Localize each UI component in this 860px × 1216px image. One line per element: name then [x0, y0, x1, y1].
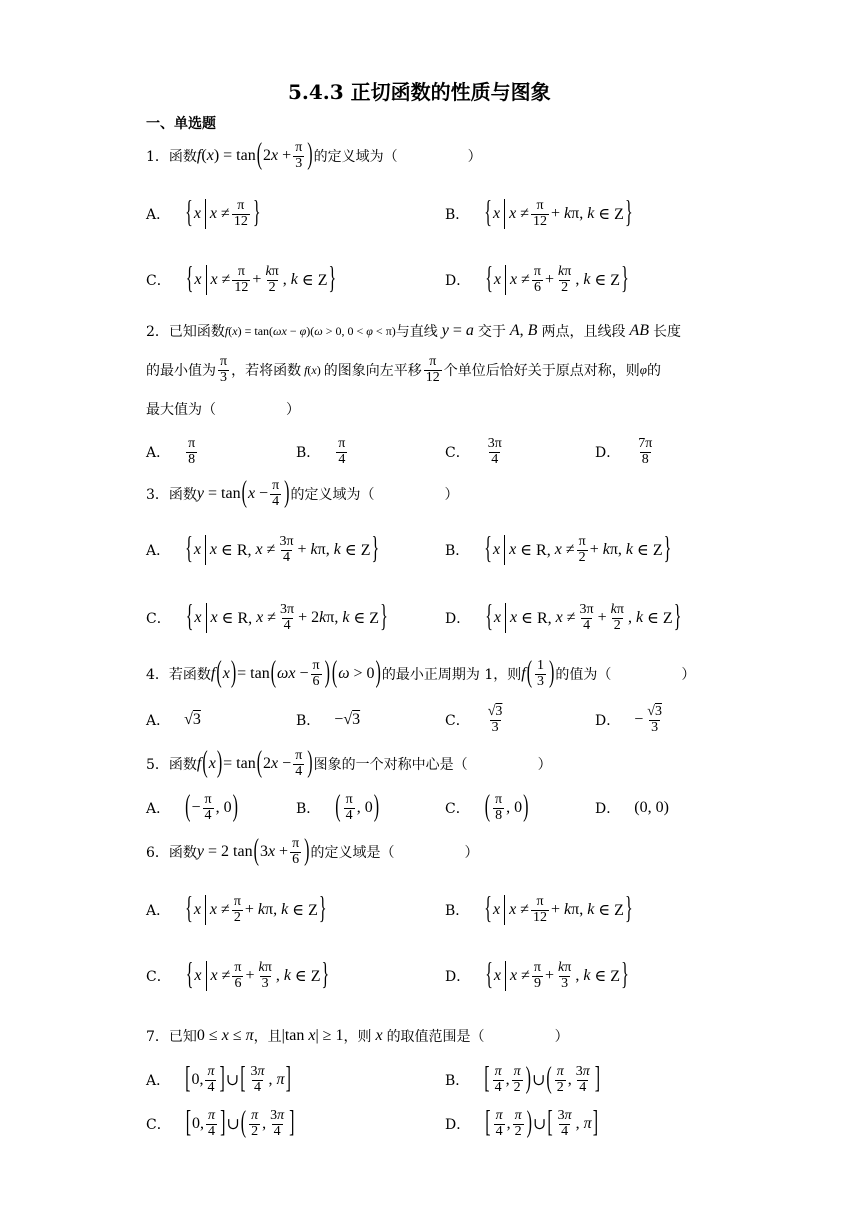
option-b[interactable]: B． $\frac{\pi}{4}$: [296, 435, 346, 467]
option-a[interactable]: A． [ 0, $\frac{\pi}{4}$ ] ∪ [ $\frac{3\pi}{4}$ , π ]: [146, 1062, 291, 1096]
question-number: 1．: [146, 149, 169, 165]
option-a[interactable]: A． √ 3: [146, 711, 201, 729]
option-c[interactable]: C． [ 0, $\frac{\pi}{4}$ ] ∪ ( $\frac{\pi}{2}$ , $\frac{3\pi}{4}$ ]: [146, 1106, 295, 1140]
section-heading: 一、单选题: [146, 116, 216, 132]
question-7: 7． 已知 0 ≤ x ≤ π ，且 |tan x | ≥ 1 ，则 x 的取值范围是（ ）: [146, 1027, 569, 1045]
option-d[interactable]: D． (0, 0): [595, 799, 669, 817]
question-4: 4． 若函数 f ( x ) = tan ( ωx − $\frac{\pi}{6}$ ) ( ω > 0 ) 的最小正周期为 1，则 f ( $\frac{1}{3}$ ) 的值为（ ）: [146, 656, 696, 690]
option-b[interactable]: B． { x x ≠ $\frac{\pi}{12}$ + k π, k ∈ Z }: [445, 196, 633, 230]
option-a[interactable]: A． { x x ∈ R, x ≠ $\frac{3\pi}{4}$ + k π, k ∈ Z }: [146, 532, 380, 566]
option-a[interactable]: A． { x x ≠ $\frac{\pi}{12}$ }: [146, 196, 261, 230]
option-c[interactable]: C． $\frac{√3}{3}$: [445, 703, 503, 735]
option-a[interactable]: A． $\frac{\pi}{8}$: [146, 435, 196, 467]
option-d[interactable]: D． $\frac{7\pi}{8}$: [595, 435, 653, 467]
question-2-line-2: 的最小值为 $\frac{\pi}{3}$ ，若将函数 f ( x ) 的图象向左平移 $\frac{\pi}{12}$ 个单位后恰好关于原点对称，则 φ 的: [146, 353, 661, 385]
option-b[interactable]: B． ( $\frac{\pi}{4}$ , 0 ): [296, 790, 380, 824]
option-d[interactable]: D． − $\frac{√3}{3}$: [595, 703, 662, 735]
page-title: 5.4.3 正切函数的性质与图象: [288, 80, 551, 104]
option-d[interactable]: D． [ $\frac{\pi}{4}$ , $\frac{\pi}{2}$ ) ∪ [ $\frac{3\pi}{4}$ , π ]: [445, 1106, 599, 1140]
question-2: 2． 已知函数 f ( x ) = tan( ωx − φ )( ω > 0, 0 < φ < π) 与直线 y = a 交于 A , B 两点，且线段 AB 长度: [146, 322, 681, 340]
math-expression: f ( x ) = tan ( 2 x + $\frac{\pi}{3}$ ): [196, 138, 313, 172]
option-a[interactable]: A． { x x ≠ $\frac{\pi}{2}$ + k π, k ∈ Z }: [146, 892, 327, 926]
option-c[interactable]: C． $\frac{3\pi}{4}$: [445, 435, 502, 467]
option-c[interactable]: C． ( $\frac{\pi}{8}$ , 0 ): [445, 790, 529, 824]
option-d[interactable]: D． { x x ∈ R, x ≠ $\frac{3\pi}{4}$ + $\frac{k\pi}{2}$ , k ∈ Z }: [445, 600, 682, 634]
question-1: 1． 函数 f ( x ) = tan ( 2 x + $\frac{\pi}{3}$ ) 的定义域为（ ）: [146, 138, 482, 172]
option-c[interactable]: C． { x x ∈ R, x ≠ $\frac{3\pi}{4}$ + 2 k π, k ∈ Z }: [146, 600, 388, 634]
option-d[interactable]: D． { x x ≠ $\frac{\pi}{9}$ + $\frac{k\pi}{3}$ , k ∈ Z }: [445, 958, 629, 992]
option-d[interactable]: D． { x x ≠ $\frac{\pi}{6}$ + $\frac{k\pi}{2}$ , k ∈ Z }: [445, 262, 629, 296]
option-b[interactable]: B． −√ 3: [296, 711, 361, 729]
question-2-line-3: 最大值为（ ）: [146, 402, 300, 418]
option-c[interactable]: C． { x x ≠ $\frac{\pi}{12}$ + $\frac{k\pi}{2}$ , k ∈ Z }: [146, 262, 337, 296]
option-b[interactable]: B． [ $\frac{\pi}{4}$ , $\frac{\pi}{2}$ ) ∪ ( $\frac{\pi}{2}$ , $\frac{3\pi}{4}$ ]: [445, 1062, 601, 1096]
option-b[interactable]: B． { x x ≠ $\frac{\pi}{12}$ + k π, k ∈ Z }: [445, 892, 633, 926]
option-a[interactable]: A． ( − $\frac{\pi}{4}$ , 0 ): [146, 790, 238, 824]
question-3: 3． 函数 y = tan ( x − $\frac{\pi}{4}$ ) 的定义域为（ ）: [146, 476, 459, 510]
question-5: 5． 函数 f ( x ) = tan ( 2 x − $\frac{\pi}{4}$ ) 图象的一个对称中心是（ ）: [146, 746, 552, 780]
option-c[interactable]: C． { x x ≠ $\frac{\pi}{6}$ + $\frac{k\pi}{3}$ , k ∈ Z }: [146, 958, 330, 992]
question-6: 6． 函数 y = 2 tan ( 3 x + $\frac{\pi}{6}$ ) 的定义域是（ ）: [146, 834, 479, 868]
option-b[interactable]: B． { x x ∈ R, x ≠ $\frac{\pi}{2}$ + k π, k ∈ Z }: [445, 532, 672, 566]
